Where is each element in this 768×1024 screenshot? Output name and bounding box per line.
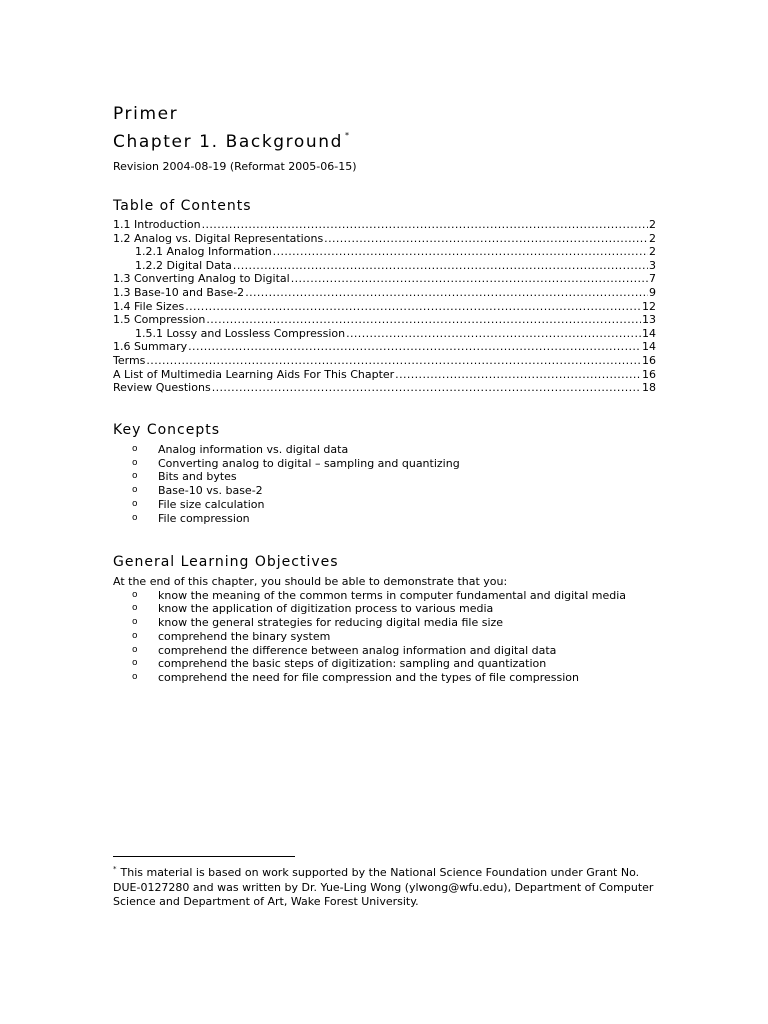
toc-entry-page: 3	[649, 258, 656, 272]
revision-line: Revision 2004-08-19 (Reformat 2005-06-15)	[113, 160, 357, 173]
toc-entry[interactable]	[113, 381, 656, 395]
toc-entry[interactable]	[113, 313, 656, 327]
footnote-marker: *	[113, 865, 117, 873]
toc-leader-dots	[346, 327, 641, 341]
list-item-text: File compression	[158, 511, 250, 525]
list-item-text: comprehend the binary system	[158, 629, 331, 643]
toc-entry-page: 12	[642, 299, 656, 313]
bullet-icon: o	[132, 672, 138, 683]
toc-leader-dots	[185, 300, 641, 314]
bullet-icon: o	[132, 617, 138, 628]
toc-entry-label: Review Questions	[113, 381, 211, 395]
toc-entry-page: 2	[649, 218, 656, 231]
list-item	[132, 616, 656, 630]
toc-heading: Table of Contents	[113, 198, 252, 214]
toc-entry[interactable]	[113, 286, 656, 300]
toc-leader-dots	[291, 272, 648, 286]
toc-entry-page: 7	[649, 272, 656, 286]
toc-leader-dots	[324, 232, 648, 246]
toc-entry-page: 16	[642, 353, 656, 367]
list-item-text: comprehend the basic steps of digitization: sampling and quantization	[158, 657, 547, 671]
list-item	[132, 443, 656, 457]
bullet-icon: o	[132, 457, 138, 468]
bullet-icon: o	[132, 512, 138, 523]
toc-entry-label: 1.6 Summary	[113, 340, 188, 354]
toc-entry-page: 2	[649, 245, 656, 259]
toc-entry-label: 1.2.1 Analog Information	[135, 245, 272, 259]
bullet-icon: o	[132, 644, 138, 655]
key-concepts-heading: Key Concepts	[113, 421, 221, 438]
toc-entry-page: 14	[642, 326, 656, 340]
list-item-text: Bits and bytes	[158, 470, 237, 484]
footnote-marker[interactable]: *	[345, 131, 350, 140]
list-item	[132, 589, 656, 603]
toc-entry-label: 1.4 File Sizes	[113, 299, 185, 313]
list-item-text: Base-10 vs. base-2	[158, 484, 263, 498]
toc-entry[interactable]	[113, 340, 656, 354]
toc-entry-page: 2	[649, 231, 656, 245]
bullet-icon: o	[132, 471, 138, 482]
toc-entry-page: 9	[649, 285, 656, 299]
toc-leader-dots	[202, 218, 648, 232]
list-item	[132, 671, 656, 685]
toc-subentry[interactable]	[113, 327, 656, 341]
toc-entry[interactable]	[113, 232, 656, 246]
list-item	[132, 470, 656, 484]
list-item	[132, 657, 656, 671]
bullet-icon: o	[132, 589, 138, 600]
list-item-text: Converting analog to digital – sampling and quantizing	[158, 456, 460, 470]
list-item	[132, 512, 656, 526]
bullet-icon: o	[132, 498, 138, 509]
toc-entry[interactable]	[113, 354, 656, 368]
toc-entry[interactable]	[113, 272, 656, 286]
table-of-contents	[113, 218, 656, 395]
bullet-icon: o	[132, 630, 138, 641]
list-item	[132, 644, 656, 658]
toc-entry-label: 1.1 Introduction	[113, 218, 201, 231]
toc-entry-label: 1.5.1 Lossy and Lossless Compression	[135, 326, 346, 340]
toc-leader-dots	[206, 313, 641, 327]
list-item	[132, 457, 656, 471]
list-item	[132, 484, 656, 498]
list-item	[132, 602, 656, 616]
toc-entry-page: 16	[642, 367, 656, 381]
toc-leader-dots	[395, 368, 641, 382]
list-item-text: File size calculation	[158, 497, 265, 511]
list-item-text: know the meaning of the common terms in computer fundamental and digital media	[158, 588, 627, 602]
toc-entry-label: Terms	[113, 353, 146, 367]
bullet-icon: o	[132, 485, 138, 496]
toc-entry[interactable]	[113, 368, 656, 382]
toc-entry-label: 1.2.2 Digital Data	[135, 258, 232, 272]
document-title-primer	[113, 104, 656, 125]
page-content	[113, 104, 656, 685]
toc-leader-dots	[212, 381, 641, 395]
title-text: Primer	[113, 104, 179, 124]
toc-entry-page: 14	[642, 340, 656, 354]
list-item-text: Analog information vs. digital data	[158, 442, 349, 456]
toc-subentry[interactable]	[113, 245, 656, 259]
toc-entry-label: 1.3 Converting Analog to Digital	[113, 272, 290, 286]
list-item-text: comprehend the difference between analog information and digital data	[158, 643, 557, 657]
toc-leader-dots	[233, 259, 648, 273]
toc-leader-dots	[146, 354, 641, 368]
objectives-intro: At the end of this chapter, you should be able to demonstrate that you:	[113, 574, 508, 588]
toc-entry-label: 1.3 Base-10 and Base-2	[113, 285, 245, 299]
bullet-icon: o	[132, 603, 138, 614]
chapter-title	[113, 125, 656, 153]
toc-entry-label: 1.2 Analog vs. Digital Representations	[113, 231, 324, 245]
toc-entry[interactable]	[113, 218, 656, 232]
list-item	[132, 630, 656, 644]
list-item-text: know the application of digitization process to various media	[158, 602, 494, 616]
toc-leader-dots	[188, 340, 641, 354]
list-item-text: comprehend the need for file compression and the types of file compression	[158, 671, 579, 685]
toc-leader-dots	[245, 286, 648, 300]
list-item-text: know the general strategies for reducing digital media file size	[158, 616, 504, 630]
toc-entry[interactable]	[113, 300, 656, 314]
bullet-icon: o	[132, 658, 138, 669]
toc-entry-page: 13	[642, 313, 656, 327]
footnote-text: This material is based on work supported by the National Science Foundation under Grant No. DUE-0127280 and was written by Dr. Yue-Ling Wong (ylwong@wfu.edu), Department of Computer Science and Department of Art, Wake Forest University.	[113, 866, 654, 908]
objectives-heading: General Learning Objectives	[113, 553, 339, 570]
chapter-title-text: Chapter 1. Background	[113, 132, 344, 152]
toc-entry-label: 1.5 Compression	[113, 313, 206, 327]
toc-entry-label: A List of Multimedia Learning Aids For This Chapter	[113, 367, 395, 381]
bullet-icon: o	[132, 443, 138, 454]
list-item	[132, 498, 656, 512]
toc-leader-dots	[273, 245, 648, 259]
key-concepts-list	[113, 443, 656, 526]
footnote	[113, 862, 658, 910]
objectives-list	[113, 589, 656, 686]
toc-subentry[interactable]	[113, 259, 656, 273]
footnote-divider	[113, 856, 295, 857]
toc-entry-page: 18	[642, 381, 656, 395]
